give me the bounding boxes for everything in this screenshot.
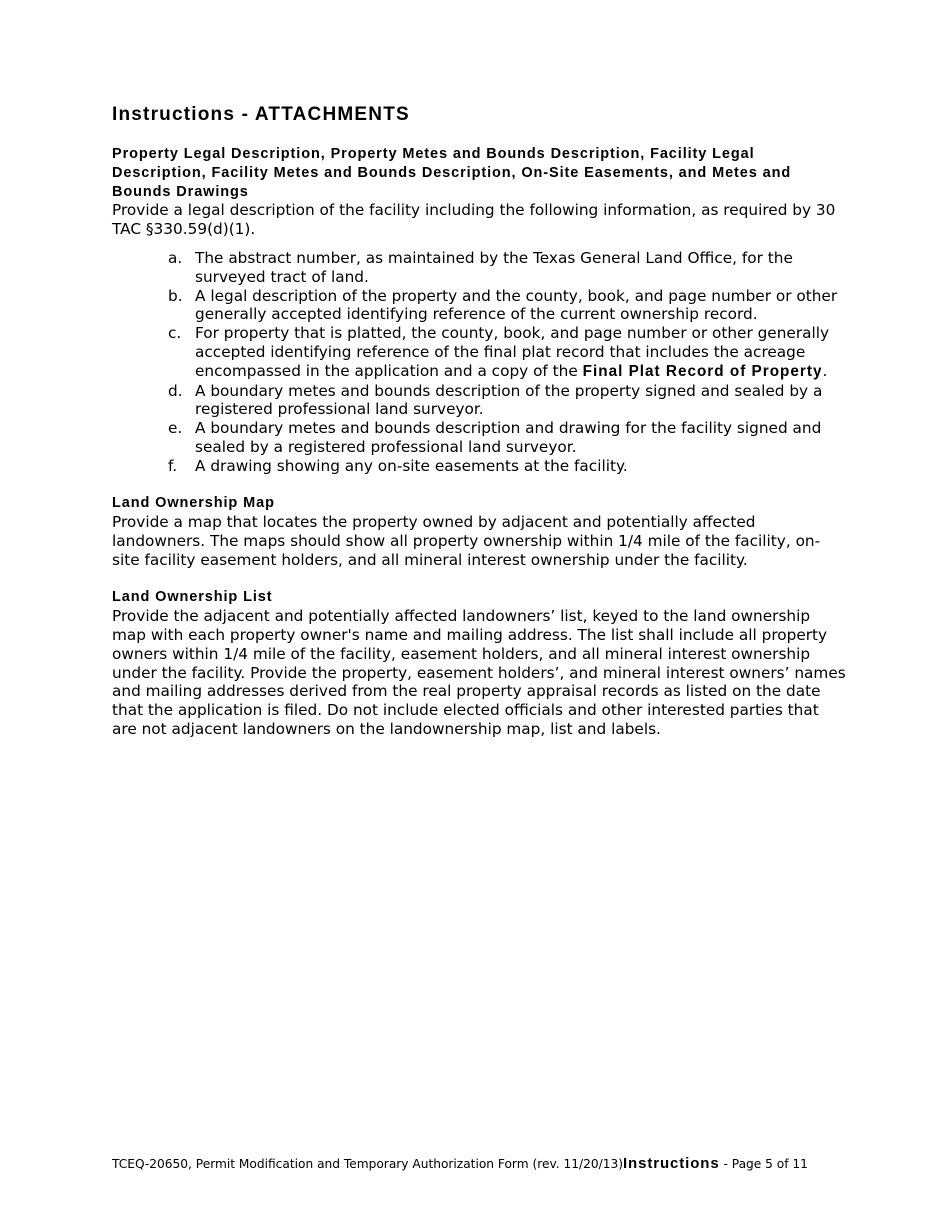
footer-page-number: Page 5 of 11 [731,1157,808,1171]
footer-form-id: TCEQ-20650, Permit Modification and Temporary Authorization Form (rev. 11/20/13) [112,1157,623,1171]
list-marker: a. [168,248,183,267]
list-marker: c. [168,324,182,343]
footer-section-label: Instructions [622,1155,720,1172]
spacer [112,239,847,249]
list-marker: e. [168,419,183,438]
list-item-c [168,324,847,381]
list-item-text: A legal description of the property and the county, book, and page number or other generally accepted identifying reference of the current ownership record. [195,286,838,324]
spacer [112,476,847,495]
list-item-suffix: . [822,361,828,380]
page-title: Instructions - ATTACHMENTS [112,104,410,125]
land-ownership-list-body: Provide the adjacent and potentially affected landowners’ list, keyed to the land ownership map with each property owner's name and mailing address. The list shall include all property owners within 1/4 mile of the facility, easement holders, and all mineral interest ownership under the facility. Provide the property, easement holders’, and mineral interest owners’ names and mailing addresses derived from the real property appraisal records as listed on the date that the application is filed. Do not include elected officials and other interested parties that are not adjacent landowners on the landownership map, list and labels. [112,607,846,738]
list-item-text: For property that is platted, the county, book, and page number or other generally accepted identifying reference of the final plat record that includes the acreage encompassed in the application and a copy of the [195,324,830,380]
list-item-f [168,457,847,476]
section-heading-legal-description: Property Legal Description, Property Metes and Bounds Description, Facility Legal Description, Facility Metes and Bounds Description, On-Site Easements, and Metes and Bounds Drawings [112,146,792,200]
list-item-d [168,382,847,420]
page-footer [112,1155,808,1173]
section-heading-land-ownership-list: Land Ownership List [112,589,273,606]
footer-separator: - [719,1157,732,1171]
list-item-e [168,419,847,457]
list-item-text: The abstract number, as maintained by the Texas General Land Office, for the surveyed tract of land. [195,248,793,286]
list-item-text: A drawing showing any on-site easements at the facility. [195,456,628,475]
legal-description-intro: Provide a legal description of the facility including the following information, as required by 30 TAC §330.59(d)(1). [112,201,836,239]
list-item-a [168,249,847,287]
section-heading-land-ownership-map: Land Ownership Map [112,495,275,512]
list-item-b [168,287,847,325]
final-plat-record-emphasis: Final Plat Record of Property [582,362,823,380]
legal-description-list [112,249,847,476]
list-item-text: A boundary metes and bounds description of the property signed and sealed by a registered professional land surveyor. [195,381,823,419]
spacer [112,570,847,589]
list-marker: b. [168,286,183,305]
list-marker: d. [168,381,183,400]
land-ownership-map-body: Provide a map that locates the property owned by adjacent and potentially affected landowners. The maps should show all property ownership within 1/4 mile of the facility, on-site facility easement holders, and all mineral interest ownership under the facility. [112,513,821,569]
list-item-text: A boundary metes and bounds description and drawing for the facility signed and sealed by a registered professional land surveyor. [195,419,822,456]
instructions-content [112,145,847,739]
list-marker: f. [168,456,178,475]
